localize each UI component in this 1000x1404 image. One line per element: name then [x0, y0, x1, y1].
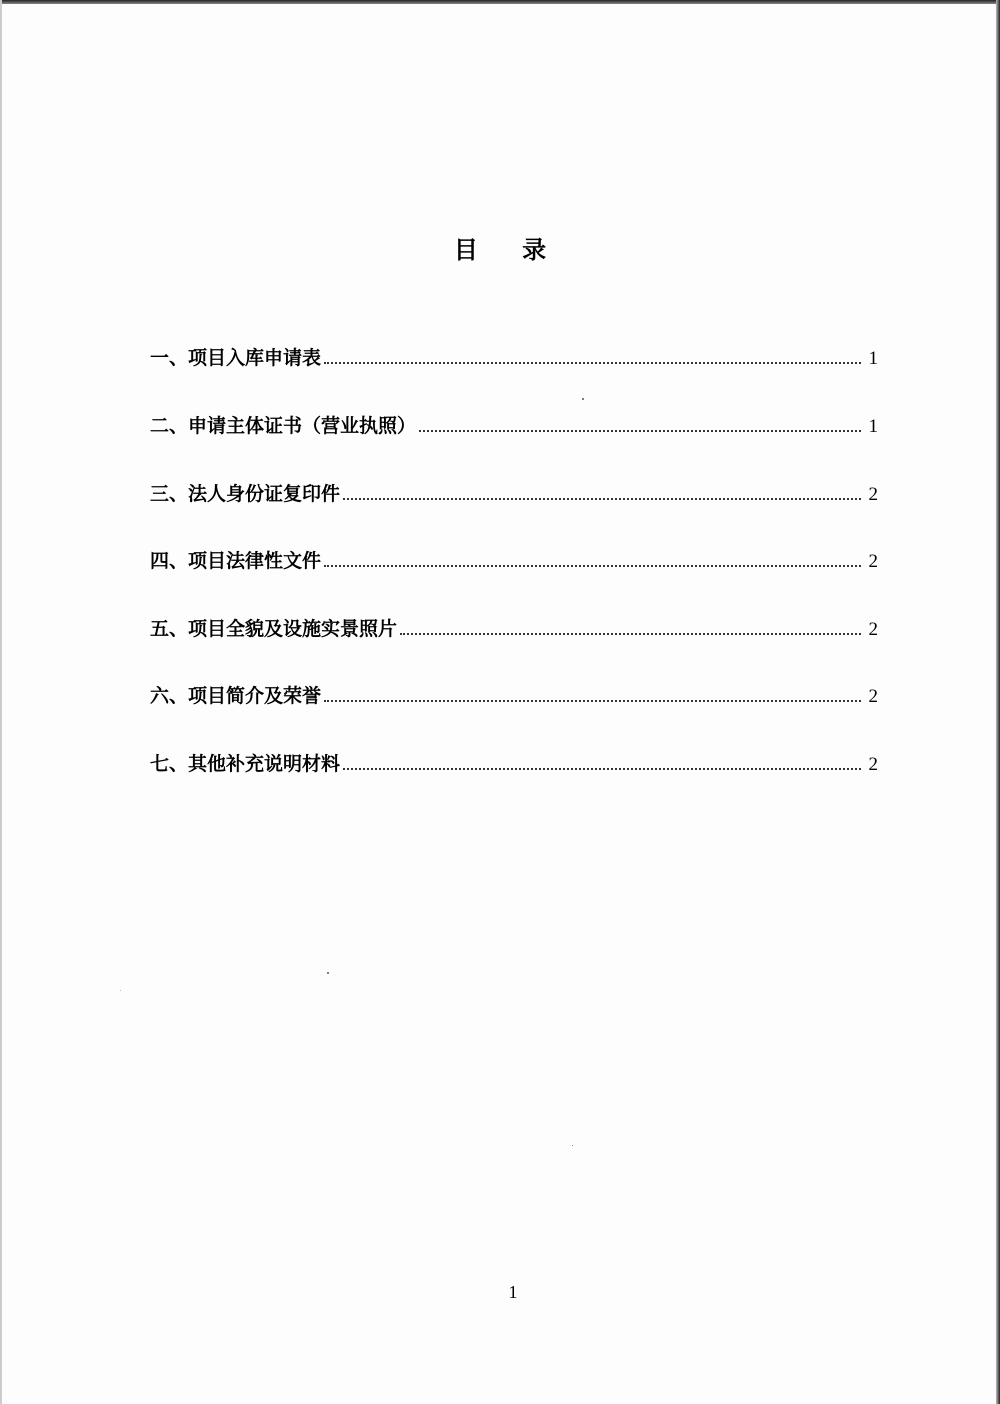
page-number: 1	[508, 1282, 518, 1302]
toc-entry-number: 六、	[150, 685, 189, 707]
scan-speck	[582, 398, 584, 400]
scan-edge-left	[0, 0, 2, 1404]
scan-speck	[327, 972, 329, 974]
toc-entry-5	[150, 611, 878, 641]
toc-entry-7	[150, 746, 878, 776]
toc-entry-label: 项目简介及荣誉	[188, 685, 322, 707]
toc-entry-3	[150, 476, 878, 506]
page-title: 目 录	[453, 236, 565, 264]
toc-entry-page: 2	[868, 484, 878, 505]
scan-speck	[120, 990, 121, 991]
toc-entry-number: 一、	[150, 347, 189, 369]
toc-leader-dots	[343, 768, 861, 770]
toc-entry-label: 法人身份证复印件	[188, 483, 341, 505]
toc-entry-4	[150, 543, 878, 573]
toc-entry-label: 项目法律性文件	[188, 550, 322, 572]
toc-leader-dots	[324, 565, 861, 567]
toc-entry-1	[150, 340, 878, 370]
scan-edge-top	[0, 0, 1000, 4]
toc-entry-label: 申请主体证书（营业执照）	[188, 415, 417, 437]
toc-entry-label: 项目入库申请表	[188, 347, 322, 369]
toc-entry-label: 项目全貌及设施实景照片	[188, 618, 398, 640]
toc-entry-number: 五、	[150, 618, 189, 640]
toc-leader-dots	[400, 633, 861, 635]
toc-leader-dots	[419, 430, 861, 432]
toc-entry-2	[150, 408, 878, 438]
toc-entry-number: 七、	[150, 753, 189, 775]
scan-edge-right	[996, 0, 1000, 1404]
toc-entry-number: 三、	[150, 483, 189, 505]
toc-leader-dots	[324, 700, 861, 702]
toc-entry-number: 四、	[150, 550, 189, 572]
scan-speck	[572, 1145, 573, 1146]
toc-entry-page: 2	[868, 619, 878, 640]
toc-leader-dots	[343, 498, 861, 500]
toc-entry-number: 二、	[150, 415, 189, 437]
toc-entry-6	[150, 678, 878, 708]
toc-entry-page: 1	[868, 348, 878, 369]
toc-entry-page: 2	[868, 754, 878, 775]
toc-entry-page: 1	[868, 416, 878, 437]
toc-leader-dots	[324, 362, 861, 364]
toc-entry-page: 2	[868, 686, 878, 707]
toc-entry-page: 2	[868, 551, 878, 572]
toc-entry-label: 其他补充说明材料	[188, 753, 341, 775]
